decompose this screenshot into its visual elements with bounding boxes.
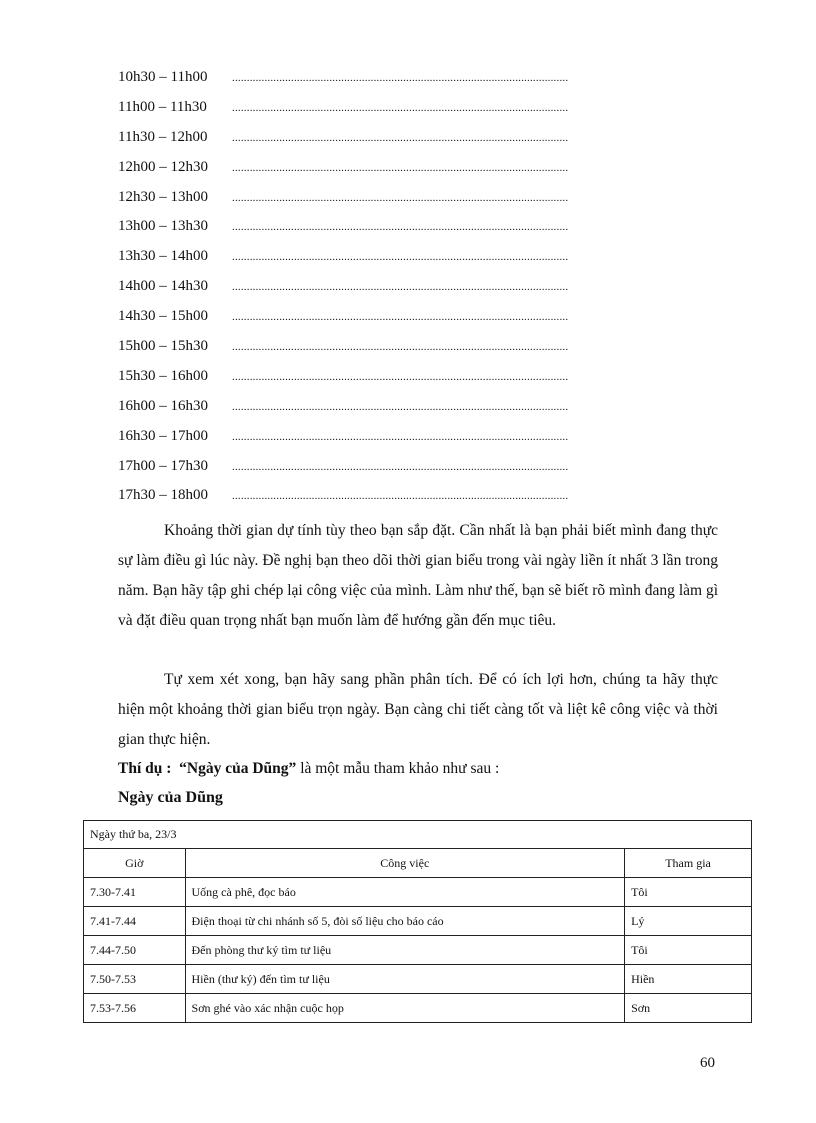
leader-dots: ..................................................................................................................: [232, 460, 569, 473]
cell-time: 7.41-7.44: [84, 907, 186, 936]
column-header-task: Công việc: [185, 849, 625, 878]
time-slot-row: [118, 129, 722, 159]
table-heading: Ngày của Dũng: [118, 789, 223, 806]
leader-dots: ..................................................................................................................: [232, 430, 569, 443]
leader-dots: ..................................................................................................................: [232, 131, 569, 144]
leader-dots: ..................................................................................................................: [232, 101, 569, 114]
table-header-row: [84, 849, 752, 878]
time-slot-row: [118, 218, 722, 248]
table-row: [84, 907, 752, 936]
cell-participant: Lý: [625, 907, 752, 936]
cell-participant: Sơn: [625, 994, 752, 1023]
cell-participant: Tôi: [625, 936, 752, 965]
body-paragraph: Tự xem xét xong, bạn hãy sang phần phân tích. Để có ích lợi hơn, chúng ta hãy thực hiện một khoảng thời gian biểu trọn ngày. Bạn càng chi tiết càng tốt và liệt kê công việc và thời gian thực hiện.: [118, 671, 718, 748]
time-slot-row: [118, 487, 722, 517]
table-caption-row: [84, 821, 752, 849]
time-slot-row: [118, 248, 722, 278]
cell-task: Uống cà phê, đọc báo: [185, 878, 625, 907]
daily-log-table: [83, 820, 752, 1023]
leader-dots: ..................................................................................................................: [232, 370, 569, 383]
cell-time: 7.44-7.50: [84, 936, 186, 965]
cell-task: Hiền (thư ký) đến tìm tư liệu: [185, 965, 625, 994]
leader-dots: ..................................................................................................................: [232, 161, 569, 174]
time-slot-row: [118, 368, 722, 398]
table-row: [84, 936, 752, 965]
table-caption: Ngày thứ ba, 23/3: [84, 821, 752, 849]
time-slot-label: 16h30 – 17h00: [118, 427, 208, 444]
leader-dots: ..................................................................................................................: [232, 221, 569, 234]
leader-dots: ..................................................................................................................: [232, 490, 569, 503]
time-slot-label: 16h00 – 16h30: [118, 397, 208, 414]
leader-dots: ..................................................................................................................: [232, 400, 569, 413]
leader-dots: ..................................................................................................................: [232, 191, 569, 204]
time-slot-label: 11h30 – 12h00: [118, 128, 208, 145]
table-row: [84, 878, 752, 907]
example-label: Thí dụ :: [118, 760, 172, 777]
time-slot-row: [118, 308, 722, 338]
example-line: [118, 760, 499, 778]
time-slot-row: [118, 278, 722, 308]
example-title: “Ngày của Dũng”: [179, 760, 297, 777]
body-paragraph: Khoảng thời gian dự tính tùy theo bạn sắp đặt. Cần nhất là bạn phải biết mình đang thực sự làm điều gì lúc này. Đề nghị bạn theo dõi thời gian biểu trong vài ngày liền ít nhất 3 lần trong năm. Bạn hãy tập ghi chép lại công việc của mình. Làm như thế, bạn sẽ biết rõ mình đang làm gì và đặt điều quan trọng nhất bạn muốn làm để hướng gần đến mục tiêu.: [118, 522, 718, 629]
cell-time: 7.50-7.53: [84, 965, 186, 994]
table-row: [84, 965, 752, 994]
table-row: [84, 994, 752, 1023]
time-slot-label: 10h30 – 11h00: [118, 69, 208, 85]
time-slot-label: 12h30 – 13h00: [118, 188, 208, 205]
time-slot-label: 12h00 – 12h30: [118, 158, 208, 175]
cell-time: 7.53-7.56: [84, 994, 186, 1023]
cell-task: Sơn ghé vào xác nhận cuộc họp: [185, 994, 625, 1023]
time-slot-row: [118, 458, 722, 488]
time-slot-row: [118, 189, 722, 219]
cell-task: Điện thoại từ chi nhánh số 5, đòi số liệu cho báo cáo: [185, 907, 625, 936]
leader-dots: ..................................................................................................................: [232, 341, 569, 354]
time-slot-label: 11h00 – 11h30: [118, 98, 207, 115]
time-slot-label: 13h00 – 13h30: [118, 218, 208, 235]
time-slot-row: [118, 69, 722, 99]
time-slot-label: 15h00 – 15h30: [118, 338, 208, 355]
time-slot-list: [118, 69, 722, 517]
time-slot-label: 13h30 – 14h00: [118, 248, 208, 265]
leader-dots: ..................................................................................................................: [232, 311, 569, 324]
leader-dots: ..................................................................................................................: [232, 251, 569, 264]
cell-participant: Hiền: [625, 965, 752, 994]
time-slot-label: 15h30 – 16h00: [118, 367, 208, 384]
time-slot-row: [118, 159, 722, 189]
time-slot-row: [118, 398, 722, 428]
column-header-time: Giờ: [84, 849, 186, 878]
example-rest: là một mẫu tham khảo như sau :: [296, 760, 500, 777]
time-slot-label: 17h30 – 18h00: [118, 487, 208, 504]
page-number: 60: [700, 1055, 715, 1071]
time-slot-row: [118, 99, 722, 129]
cell-time: 7.30-7.41: [84, 878, 186, 907]
leader-dots: ..................................................................................................................: [232, 281, 569, 294]
column-header-participant: Tham gia: [625, 849, 752, 878]
time-slot-row: [118, 428, 722, 458]
time-slot-label: 14h00 – 14h30: [118, 278, 208, 295]
time-slot-row: [118, 338, 722, 368]
cell-task: Đến phòng thư ký tìm tư liệu: [185, 936, 625, 965]
time-slot-label: 14h30 – 15h00: [118, 308, 208, 325]
cell-participant: Tôi: [625, 878, 752, 907]
leader-dots: ..................................................................................................................: [232, 72, 569, 84]
time-slot-label: 17h00 – 17h30: [118, 457, 208, 474]
